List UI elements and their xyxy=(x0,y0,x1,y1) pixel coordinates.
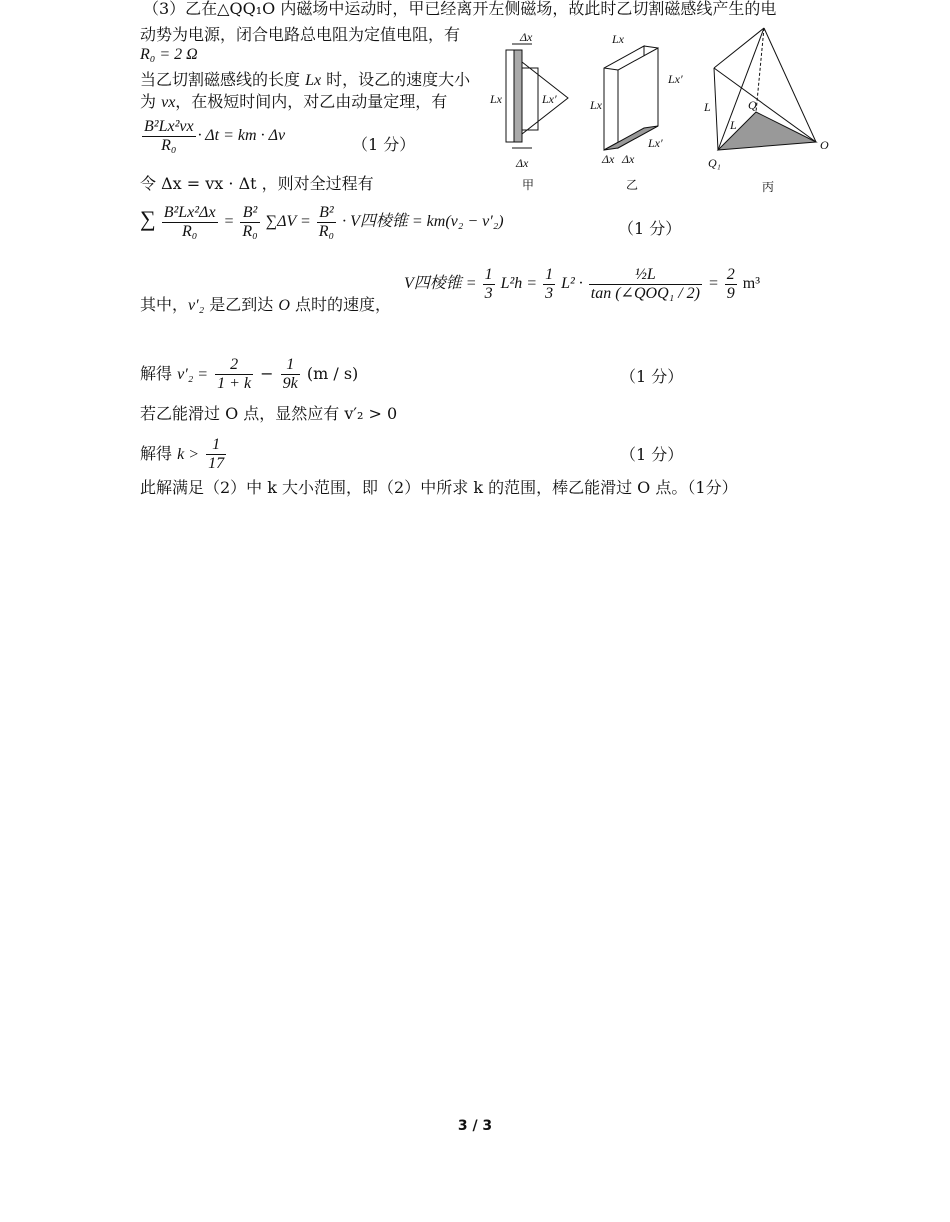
text-span: 解得 xyxy=(140,444,178,463)
text-line: 若乙能滑过 O 点，显然应有 v′₂ > 0 xyxy=(140,404,398,423)
math-symbol: vx xyxy=(161,94,176,111)
equation-part: ∑ΔV = xyxy=(265,213,311,231)
numerator: ½L xyxy=(634,266,656,283)
text-span: 点时的速度， xyxy=(289,295,392,314)
label-O: O xyxy=(820,138,829,152)
equation-rhs: · Δt = km · Δv xyxy=(197,127,286,145)
label-lx-prime: Lx′ xyxy=(648,136,663,150)
label-dx: Δx xyxy=(520,30,533,44)
denominator: R₀ xyxy=(242,223,258,240)
figure-caption: 甲 xyxy=(522,178,535,192)
text-line xyxy=(140,70,470,91)
label-lx: Lx xyxy=(590,98,602,112)
denominator: 3 xyxy=(545,285,554,302)
denominator: 17 xyxy=(208,455,225,472)
fraction xyxy=(589,266,702,303)
denominator: tan (∠QOQ₁ / 2) xyxy=(590,285,700,302)
denominator: R₀ xyxy=(318,223,335,240)
denominator: 9 xyxy=(726,285,735,302)
label-lx-prime: Lx′ xyxy=(542,92,557,106)
text-line: 此解满足（2）中 k 大小范围，即（2）中所求 k 的范围，棒乙能滑过 O 点。（1分） xyxy=(140,478,738,497)
math-symbol: Lx xyxy=(305,72,322,89)
equation-velocity xyxy=(140,356,358,393)
text-span: ，在极短时间内，对乙由动量定理，有 xyxy=(175,92,448,111)
text-span: 其中， xyxy=(140,295,189,314)
unit: m³ xyxy=(742,275,761,293)
text-line xyxy=(140,92,447,113)
figure-caption: 丙 xyxy=(762,180,775,194)
figure-caption: 乙 xyxy=(626,178,639,192)
equation-part: v′₂ = xyxy=(177,366,209,383)
numerator: 1 xyxy=(212,436,221,453)
label-Q: Q xyxy=(748,98,757,112)
fraction xyxy=(281,356,300,393)
score-label: （1 分） xyxy=(620,445,684,464)
equals-sign: = xyxy=(223,213,235,231)
page-number: 3 / 3 xyxy=(457,1118,493,1134)
text-line: （3）乙在△QQ₁O 内磁场中运动时，甲已经离开左侧磁场，故此时乙切割磁感线产生的电 xyxy=(143,0,777,18)
label-lx: Lx xyxy=(612,32,624,46)
equation-k-range xyxy=(140,436,228,473)
equation-rhs: · V四棱锥 = km(v₂ − v′₂) xyxy=(342,213,504,231)
label-dx: Δx xyxy=(622,152,635,166)
label-L: L xyxy=(730,118,737,132)
fraction xyxy=(162,204,218,241)
fraction xyxy=(483,266,495,303)
numerator: 1 xyxy=(286,356,295,373)
label-L: L xyxy=(704,100,711,114)
denominator: 9k xyxy=(282,375,298,392)
equation-volume xyxy=(404,266,760,303)
label-Q1: Q₁ xyxy=(708,156,721,170)
equation-part: L²h = xyxy=(500,275,538,293)
minus-sign: − xyxy=(260,364,274,383)
equals-sign: = xyxy=(707,275,719,293)
fraction xyxy=(317,204,336,241)
text-span: 时，设乙的速度大小 xyxy=(321,70,471,89)
numerator: 2 xyxy=(230,356,239,373)
numerator: B² xyxy=(242,204,258,221)
denominator: 1 + k xyxy=(217,375,252,392)
score-label: （1 分） xyxy=(352,135,416,154)
math-symbol: v′₂ xyxy=(188,297,205,314)
text-span: 是乙到达 xyxy=(204,295,279,314)
figure-bing xyxy=(700,20,840,170)
label-dx: Δx xyxy=(602,152,615,166)
numerator: 2 xyxy=(726,266,735,283)
denominator: R₀ xyxy=(162,222,218,241)
label-dx: Δx xyxy=(516,156,529,170)
label-lx: Lx xyxy=(490,92,502,106)
denominator: 3 xyxy=(484,285,493,302)
text-line: 令 Δx = vx · Δt ，则对全过程有 xyxy=(140,174,374,193)
numerator: B²Lx²vx xyxy=(144,118,194,135)
equation-part: V四棱锥 = xyxy=(404,275,477,293)
math-symbol: O xyxy=(278,297,290,314)
score-label: （1 分） xyxy=(620,367,684,386)
denominator: R₀ xyxy=(142,136,196,155)
score-label: （1 分） xyxy=(618,219,682,238)
text-span: 解得 xyxy=(140,364,178,383)
label-lx-prime: Lx′ xyxy=(668,72,683,86)
text-line: 动势为电源，闭合电路总电阻为定值电阻，有 xyxy=(140,25,461,44)
sum-symbol: ∑ xyxy=(140,206,156,232)
fraction xyxy=(206,436,226,473)
numerator: B²Lx²Δx xyxy=(163,204,216,221)
formula-line: R₀ = 2 Ω xyxy=(140,46,198,63)
fraction xyxy=(543,266,555,303)
fraction xyxy=(142,118,196,155)
text-span: 为 xyxy=(140,92,162,111)
fraction xyxy=(240,204,259,241)
text-span: 当乙切割磁感线的长度 xyxy=(140,70,306,89)
fraction xyxy=(725,266,737,303)
numerator: 1 xyxy=(545,266,554,283)
fraction xyxy=(215,356,253,393)
equation-part: L² · xyxy=(561,275,583,293)
numerator: 1 xyxy=(484,266,493,283)
equation-sum xyxy=(140,204,504,241)
figure-yi xyxy=(596,30,676,165)
numerator: B² xyxy=(319,204,334,221)
equation-momentum xyxy=(140,118,285,155)
unit: (m / s) xyxy=(306,364,359,383)
equation-part: k > xyxy=(177,446,199,463)
text-line xyxy=(140,295,391,316)
